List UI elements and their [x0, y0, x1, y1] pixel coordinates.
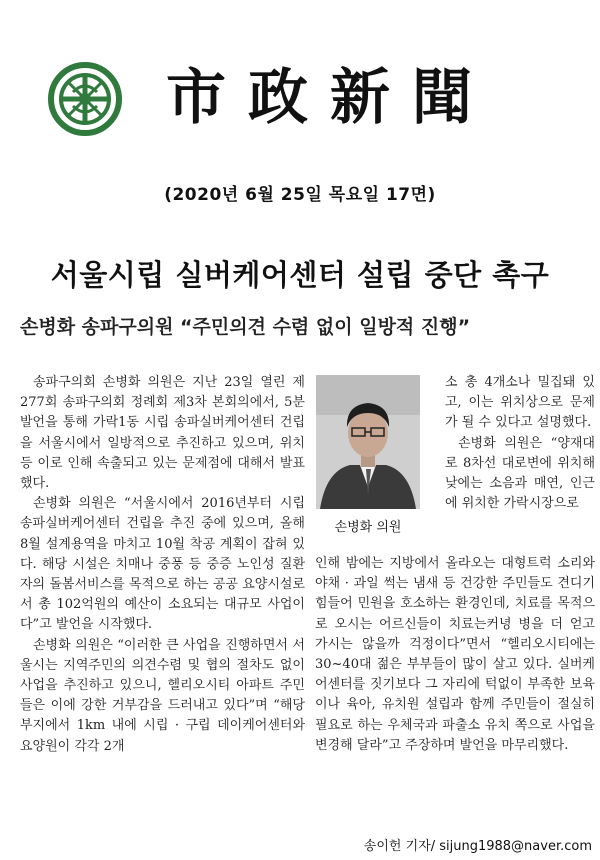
article-column-left — [20, 373, 305, 757]
paragraph: 손병화 의원은 “서울시에서 2016년부터 시립 송파실버케어센터 건립을 추진 중에 있으며, 올해 8월 설계용역을 마치고 10월 착공 계획이 잡혀 있다. 해당 시설은 치매나 중풍 등 중증 노인성 질환자의 돌봄서비스를 목적으로 하는 공공 요양시설로서 총 102억원의 예산이 소요되는 대규모 사업이다”고 발언을 시작했다. — [20, 496, 305, 633]
seoul-emblem-icon — [48, 62, 122, 136]
paragraph: 소 총 4개소나 밀집돼 있고, 이는 위치상으로 문제가 될 수 있다고 설명했다. — [445, 375, 595, 431]
byline: 송이헌 기자/ sijung1988@naver.com — [363, 839, 592, 854]
paragraph: 손병화 의원은 “양재대로 8차선 대로변에 위치해 낮에는 소음과 매연, 인근에 위치한 가락시장으로 — [445, 435, 595, 512]
newspaper-title: 市政新聞 — [166, 63, 494, 133]
paragraph: 인해 밤에는 지방에서 올라오는 대형트럭 소리와 야채 · 과일 썩는 냄새 등 건강한 주민들도 견디기 힘들어 민원을 호소하는 환경인데, 치료를 목적으로 오시는 어르신들이 치료는커녕 병을 더 얻고 가시는 않을까 걱정이다”면서 “헬리오시티에는 30~40대 젊은 부부들이 많이 살고 있다. 실버케어센터를 짓기보다 그 자리에 턱없이 부족한 보육이나 육아, 유치원 설립과 함께 주민들이 절실히 필요로 하는 우체국과 파출소 유치 쪽으로 사업을 변경해 달라”고 주장하며 발언을 마무리했다. — [315, 556, 595, 753]
article-subhead: 손병화 송파구의원 “주민의견 수렴 없이 일방적 진행” — [20, 316, 471, 338]
article-column-right-bottom — [315, 554, 595, 756]
paragraph: 손병화 의원은 “이러한 큰 사업을 진행하면서 서울시는 지역주민의 의견수렴 및 협의 절차도 없이 사업을 추진하고 있으니, 헬리오시티 아파트 주민들은 이에 강한 거부감을 드러내고 있다”며 “해당 부지에서 1km 내에 시립 · 구립 데이케어센터와 요양원이 각각 2개 — [20, 637, 305, 754]
article-headline: 서울시립 실버케어센터 설립 중단 촉구 — [50, 258, 550, 292]
paragraph: 송파구의회 손병화 의원은 지난 23일 열린 제277회 송파구의회 정례회 제3차 본회의에서, 5분 발언을 통해 가락1동 시립 송파실버케어센터 건립을 서울시에서 일방적으로 추진하고 있으며, 위치 등 이로 인해 속출되고 있는 문제점에 대해서 발표했다. — [20, 375, 305, 492]
masthead — [48, 56, 518, 142]
reporter-photo — [316, 375, 420, 509]
dateline: (2020년 6월 25일 목요일 17면) — [164, 185, 436, 205]
photo-caption: 손병화 의원 — [334, 520, 402, 535]
article-column-right-top — [445, 373, 595, 514]
